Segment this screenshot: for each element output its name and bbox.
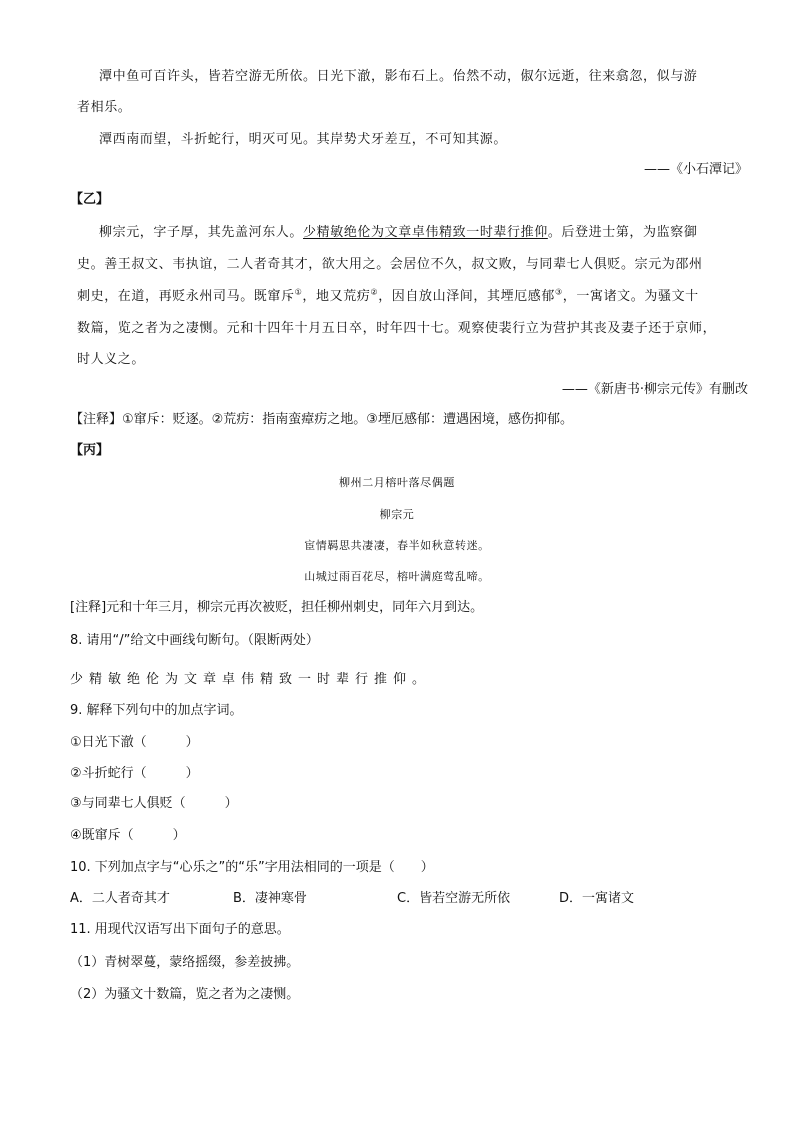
yi-line-1-end: 。后登进士第，为监察御: [547, 225, 698, 240]
question-9-item-1: ①日光下澈（ ）: [70, 735, 199, 750]
poem-note: [注释]元和十年三月，柳宗元再次被贬，担任柳州刺史，同年六月到达。: [70, 600, 484, 615]
yi-line-3-a: 刺史，在道，再贬永州司马。既窜斥: [77, 289, 295, 304]
jia-paragraph-2: 潭西南而望，斗折蛇行，明灭可见。其岸势犬牙差互，不可知其源。: [99, 132, 508, 147]
yi-line-1: [99, 225, 697, 241]
underlined-sentence: 少精敏绝伦为文章卓伟精致一时辈行推仰: [303, 225, 548, 240]
question-8-sentence: 少精敏绝伦为文章卓伟精致一时辈行推仰。: [70, 672, 432, 687]
yi-line-3-c: ，因自放山泽间，其堙厄感郁: [378, 289, 555, 304]
question-9-prompt: 9. 解释下列句中的加点字词。: [70, 703, 243, 718]
yi-notes: 【注释】①窜斥：贬逐。②荒疠：指南蛮瘴疠之地。③堙厄感郁：遭遇困境，感伤抑郁。: [70, 412, 573, 427]
jia-paragraph-1-line-1: 潭中鱼可百许头，皆若空游无所依。日光下澈，影布石上。佁然不动，俶尔远逝，往来翕忽，似与游: [99, 69, 698, 84]
yi-source: ——《新唐书·柳宗元传》有删改: [561, 382, 748, 397]
option-d[interactable]: D．一寓诸文: [559, 891, 635, 906]
question-9-item-3: ③与同辈七人俱贬（ ）: [70, 796, 238, 811]
question-8-prompt: 8. 请用“/”给文中画线句断句。（限断两处）: [70, 633, 319, 648]
yi-line-5: 时人义之。: [77, 352, 146, 367]
option-b[interactable]: B．凄神寒骨: [233, 891, 307, 906]
question-10-prompt: 10. 下列加点字与“心乐之”的“乐”字用法相同的一项是（ ）: [70, 860, 434, 875]
yi-line-1-start: 柳宗元，字子厚，其先盖河东人。: [99, 225, 304, 240]
poem-line-2: 山城过雨百花尽，榕叶满庭莺乱啼。: [304, 570, 490, 583]
question-11-item-1: （1）青树翠蔓，蒙络摇缀，参差披拂。: [70, 955, 300, 970]
footnote-marker-3: ③: [555, 287, 563, 297]
poem-title: 柳州二月榕叶落尽偶题: [339, 476, 455, 489]
yi-line-4: 数篇，览之者为之凄恻。元和十四年十月五日卒，时年四十七。观察使裴行立为营护其丧及妻子还于京师，: [77, 321, 717, 336]
yi-label: 【乙】: [70, 192, 110, 207]
footnote-marker-1: ①: [294, 287, 303, 297]
yi-line-3: [77, 289, 699, 305]
question-9-item-4: ④既窜斥（ ）: [70, 828, 186, 843]
question-10-options: [70, 891, 730, 907]
option-a[interactable]: A．二人者奇其才: [70, 891, 170, 906]
poem-line-1: 宦情羁思共凄凄，春半如秋意转迷。: [304, 539, 490, 552]
yi-line-2: 史。善王叔文、韦执谊，二人者奇其才，欲大用之。会居位不久，叔文败，与同辈七人俱贬。宗元为邵州: [77, 257, 703, 272]
question-11-item-2: （2）为骚文十数篇，览之者为之凄恻。: [70, 987, 300, 1002]
option-c[interactable]: C．皆若空游无所依: [397, 891, 511, 906]
question-9-item-2: ②斗折蛇行（ ）: [70, 766, 199, 781]
jia-paragraph-1-line-2: 者相乐。: [77, 100, 132, 115]
footnote-marker-2: ②: [370, 287, 379, 297]
jia-source: ——《小石潭记》: [643, 162, 748, 177]
bing-label: 【丙】: [70, 443, 110, 458]
question-11-prompt: 11. 用现代汉语写出下面句子的意思。: [70, 922, 290, 937]
yi-line-3-b: ，地又荒疠: [302, 289, 371, 304]
yi-line-3-d: ，一寓诸文。为骚文十: [562, 289, 699, 304]
poem-author: 柳宗元: [379, 508, 415, 521]
